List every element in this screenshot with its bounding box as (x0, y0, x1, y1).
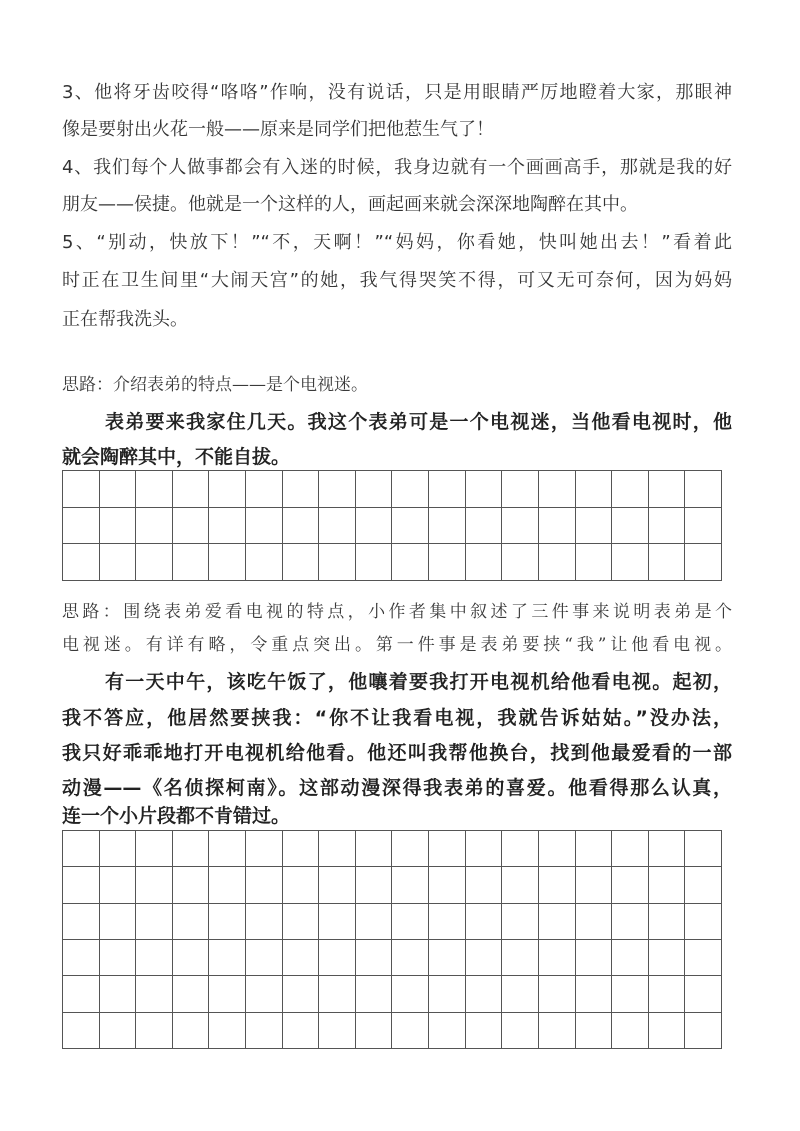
writing-cell (209, 544, 246, 581)
writing-cell (246, 471, 283, 508)
writing-cell (100, 1013, 137, 1049)
writing-cell (685, 940, 722, 976)
writing-cell (392, 544, 429, 581)
writing-cell (136, 867, 173, 903)
writing-cell (100, 544, 137, 581)
writing-cell (246, 904, 283, 940)
writing-cell (685, 508, 722, 545)
writing-cell (283, 904, 320, 940)
writing-cell (429, 940, 466, 976)
writing-cell (100, 940, 137, 976)
writing-cell (576, 904, 613, 940)
writing-cell (100, 831, 137, 867)
writing-cell (612, 1013, 649, 1049)
writing-cell (356, 940, 393, 976)
writing-cell (612, 940, 649, 976)
writing-cell (173, 508, 210, 545)
writing-cell (356, 1013, 393, 1049)
writing-cell (576, 508, 613, 545)
section-1-passage-line: 就会陶醉其中，不能自拔。 (62, 446, 291, 468)
writing-cell (136, 471, 173, 508)
writing-cell (63, 831, 100, 867)
writing-cell (356, 976, 393, 1012)
writing-cell (319, 831, 356, 867)
writing-cell (576, 867, 613, 903)
writing-cell (356, 867, 393, 903)
writing-cell (502, 1013, 539, 1049)
example-line: 时正在卫生间里“大闹天宫”的她，我气得哭笑不得，可又无可奈何，因为妈妈 (62, 270, 732, 291)
writing-cell (136, 940, 173, 976)
example-line: 朋友——侯捷。他就是一个这样的人，画起画来就会深深地陶醉在其中。 (62, 194, 638, 215)
writing-cell (539, 867, 576, 903)
writing-cell (136, 508, 173, 545)
writing-cell (100, 904, 137, 940)
writing-cell (392, 471, 429, 508)
writing-cell (283, 471, 320, 508)
writing-cell (246, 831, 283, 867)
writing-cell (576, 544, 613, 581)
writing-cell (429, 544, 466, 581)
writing-cell (63, 867, 100, 903)
writing-cell (63, 940, 100, 976)
section-1-hint: 思路：介绍表弟的特点——是个电视迷。 (62, 375, 368, 395)
writing-cell (63, 1013, 100, 1049)
writing-cell (612, 471, 649, 508)
writing-cell (502, 867, 539, 903)
writing-cell (502, 471, 539, 508)
writing-cell (283, 867, 320, 903)
writing-cell (136, 544, 173, 581)
writing-cell (539, 976, 576, 1012)
writing-cell (466, 1013, 503, 1049)
writing-cell (502, 508, 539, 545)
writing-cell (209, 976, 246, 1012)
writing-cell (429, 471, 466, 508)
writing-cell (466, 508, 503, 545)
writing-cell (685, 904, 722, 940)
writing-cell (502, 904, 539, 940)
writing-cell (319, 1013, 356, 1049)
writing-cell (429, 1013, 466, 1049)
writing-cell (136, 904, 173, 940)
writing-cell (392, 904, 429, 940)
writing-cell (649, 940, 686, 976)
writing-cell (319, 471, 356, 508)
example-line: 5、“别动，快放下！”“不，天啊！”“妈妈，你看她，快叫她出去！”看着此 (62, 232, 732, 253)
writing-cell (429, 904, 466, 940)
writing-cell (649, 976, 686, 1012)
writing-cell (685, 1013, 722, 1049)
writing-cell (392, 940, 429, 976)
writing-cell (649, 1013, 686, 1049)
writing-cell (539, 831, 576, 867)
writing-cell (685, 831, 722, 867)
example-line: 4、我们每个人做事都会有入迷的时候，我身边就有一个画画高手，那就是我的好 (62, 157, 732, 178)
section-2-hint-line: 思路：围绕表弟爱看电视的特点，小作者集中叙述了三件事来说明表弟是个 (62, 602, 732, 622)
writing-cell (502, 940, 539, 976)
writing-cell (649, 544, 686, 581)
writing-cell (283, 940, 320, 976)
writing-cell (612, 508, 649, 545)
writing-grid-1 (62, 470, 722, 581)
writing-cell (429, 831, 466, 867)
writing-cell (63, 471, 100, 508)
writing-cell (246, 544, 283, 581)
writing-cell (612, 867, 649, 903)
writing-cell (100, 508, 137, 545)
writing-cell (209, 471, 246, 508)
writing-cell (100, 867, 137, 903)
writing-cell (392, 1013, 429, 1049)
writing-cell (429, 976, 466, 1012)
section-2-passage-line: 我只好乖乖地打开电视机给他看。他还叫我帮他换台，找到他最爱看的一部 (62, 742, 732, 764)
writing-cell (649, 904, 686, 940)
writing-cell (246, 508, 283, 545)
writing-cell (466, 867, 503, 903)
writing-cell (649, 867, 686, 903)
writing-cell (209, 904, 246, 940)
writing-cell (173, 867, 210, 903)
writing-cell (612, 904, 649, 940)
writing-cell (319, 867, 356, 903)
writing-cell (173, 1013, 210, 1049)
writing-cell (466, 940, 503, 976)
writing-cell (356, 471, 393, 508)
writing-cell (209, 831, 246, 867)
writing-cell (539, 940, 576, 976)
writing-cell (356, 544, 393, 581)
writing-cell (576, 471, 613, 508)
writing-cell (209, 1013, 246, 1049)
writing-cell (209, 508, 246, 545)
writing-cell (173, 976, 210, 1012)
writing-cell (319, 940, 356, 976)
writing-cell (612, 544, 649, 581)
writing-cell (100, 976, 137, 1012)
example-line: 正在帮我洗头。 (62, 309, 188, 330)
writing-grid-2 (62, 830, 722, 1049)
writing-cell (392, 508, 429, 545)
writing-cell (576, 976, 613, 1012)
writing-cell (283, 508, 320, 545)
writing-cell (100, 471, 137, 508)
section-2-passage-line: 连一个小片段都不肯错过。 (62, 805, 291, 827)
writing-cell (685, 544, 722, 581)
writing-cell (539, 1013, 576, 1049)
writing-cell (649, 471, 686, 508)
writing-cell (246, 976, 283, 1012)
writing-cell (392, 976, 429, 1012)
writing-cell (539, 544, 576, 581)
writing-cell (466, 904, 503, 940)
writing-cell (502, 831, 539, 867)
section-2-passage-line: 有一天中午，该吃午饭了，他嚷着要我打开电视机给他看电视。起初， (105, 671, 732, 693)
writing-cell (466, 831, 503, 867)
writing-cell (502, 976, 539, 1012)
section-1-passage-line: 表弟要来我家住几天。我这个表弟可是一个电视迷，当他看电视时，他 (105, 411, 732, 433)
writing-cell (173, 904, 210, 940)
writing-cell (576, 1013, 613, 1049)
writing-cell (246, 940, 283, 976)
writing-cell (539, 904, 576, 940)
writing-cell (612, 831, 649, 867)
writing-cell (685, 471, 722, 508)
writing-cell (246, 1013, 283, 1049)
writing-cell (576, 831, 613, 867)
writing-cell (283, 976, 320, 1012)
writing-cell (319, 976, 356, 1012)
writing-cell (209, 867, 246, 903)
writing-cell (319, 904, 356, 940)
writing-cell (392, 831, 429, 867)
writing-cell (283, 544, 320, 581)
example-line: 3、他将牙齿咬得“咯咯”作响，没有说话，只是用眼睛严厉地瞪着大家，那眼神 (62, 82, 732, 103)
writing-cell (466, 976, 503, 1012)
writing-cell (283, 1013, 320, 1049)
section-2-passage-line: 动漫——《名侦探柯南》。这部动漫深得我表弟的喜爱。他看得那么认真， (62, 777, 732, 799)
writing-cell (173, 940, 210, 976)
writing-cell (173, 471, 210, 508)
writing-cell (392, 867, 429, 903)
writing-cell (466, 544, 503, 581)
writing-cell (319, 508, 356, 545)
writing-cell (209, 940, 246, 976)
writing-cell (283, 831, 320, 867)
writing-cell (539, 508, 576, 545)
writing-cell (136, 1013, 173, 1049)
writing-cell (63, 508, 100, 545)
writing-cell (136, 831, 173, 867)
writing-cell (356, 831, 393, 867)
writing-cell (356, 508, 393, 545)
writing-cell (429, 867, 466, 903)
section-2-passage-line: 我不答应，他居然要挟我：“你不让我看电视，我就告诉姑姑。”没办法， (62, 707, 732, 729)
writing-cell (63, 904, 100, 940)
writing-cell (649, 508, 686, 545)
writing-cell (63, 544, 100, 581)
writing-cell (319, 544, 356, 581)
writing-cell (685, 867, 722, 903)
writing-cell (612, 976, 649, 1012)
writing-cell (356, 904, 393, 940)
section-2-hint-line: 电视迷。有详有略，令重点突出。第一件事是表弟要挟“我”让他看电视。 (62, 635, 732, 655)
writing-cell (502, 544, 539, 581)
writing-cell (136, 976, 173, 1012)
writing-cell (173, 544, 210, 581)
writing-cell (63, 976, 100, 1012)
writing-cell (173, 831, 210, 867)
example-line: 像是要射出火花一般——原来是同学们把他惹生气了！ (62, 119, 494, 140)
writing-cell (246, 867, 283, 903)
writing-cell (576, 940, 613, 976)
writing-cell (429, 508, 466, 545)
writing-cell (539, 471, 576, 508)
writing-cell (649, 831, 686, 867)
writing-cell (466, 471, 503, 508)
writing-cell (685, 976, 722, 1012)
